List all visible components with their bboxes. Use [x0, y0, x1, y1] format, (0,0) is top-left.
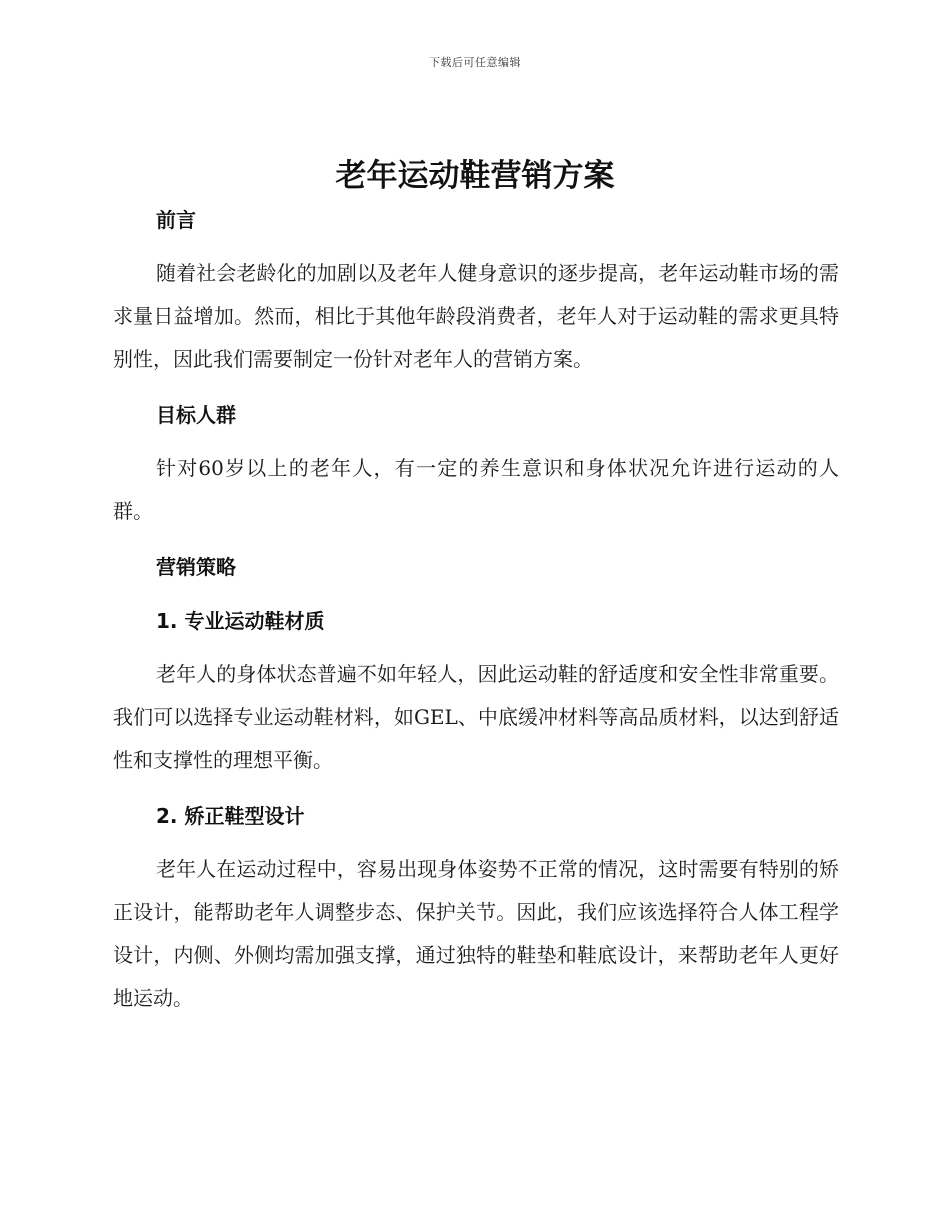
- document-body: [113, 200, 839, 1034]
- materials-paragraph: 老年人的身体状态普遍不如年轻人，因此运动鞋的舒适度和安全性非常重要。我们可以选择专业运动鞋材料，如GEL、中底缓冲材料等高品质材料，以达到舒适性和支撑性的理想平衡。: [113, 662, 839, 772]
- target-audience-paragraph: 针对60岁以上的老年人，有一定的养生意识和身体状况允许进行运动的人群。: [113, 456, 839, 523]
- preface-paragraph: 随着社会老龄化的加剧以及老年人健身意识的逐步提高，老年运动鞋市场的需求量日益增加。然而，相比于其他年龄段消费者，老年人对于运动鞋的需求更具特别性，因此我们需要制定一份针对老年人的营销方案。: [113, 261, 839, 371]
- section-heading-preface: 前言: [156, 208, 196, 232]
- subsection-heading-corrective-design: 2. 矫正鞋型设计: [156, 804, 305, 828]
- section-heading-marketing-strategy: 营销策略: [156, 555, 236, 579]
- corrective-design-paragraph: 老年人在运动过程中，容易出现身体姿势不正常的情况，这时需要有特别的矫正设计，能帮助老年人调整步态、保护关节。因此，我们应该选择符合人体工程学设计，内侧、外侧均需加强支撑，通过独特的鞋垫和鞋底设计，来帮助老年人更好地运动。: [113, 857, 839, 1010]
- page-header-note: 下载后可任意编辑: [429, 56, 521, 69]
- document-title: 老年运动鞋营销方案: [335, 158, 615, 194]
- section-heading-target-audience: 目标人群: [156, 403, 236, 427]
- subsection-heading-materials: 1. 专业运动鞋材质: [156, 609, 325, 633]
